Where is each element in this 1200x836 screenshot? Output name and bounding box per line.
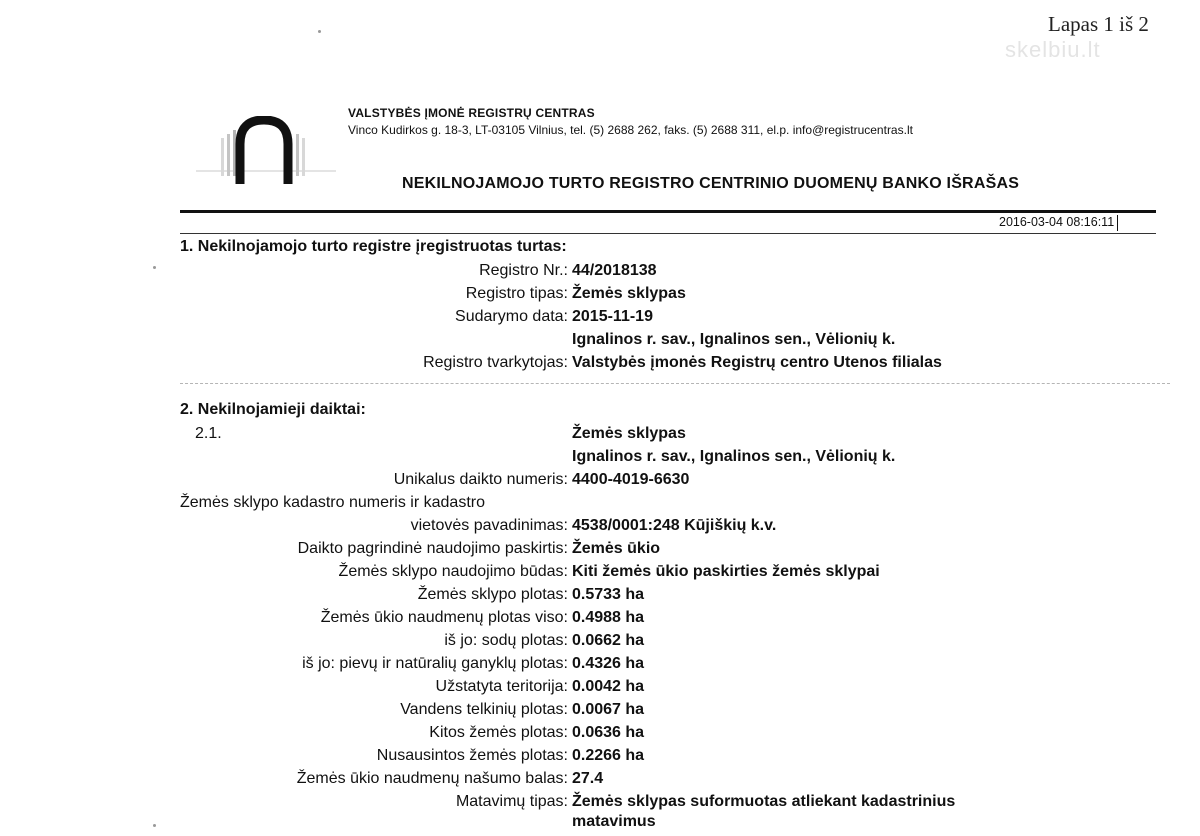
registru-centras-logo — [196, 116, 336, 186]
field-row — [140, 354, 1180, 377]
field-row — [140, 285, 1180, 308]
field-label: Užstatyta teritorija: — [435, 678, 568, 695]
field-value: 0.0636 ha — [572, 724, 645, 741]
field-label: Registro Nr.: — [479, 262, 568, 279]
field-value: 4538/0001:248 Kūjiškių k.v. — [572, 517, 777, 534]
field-label: Registro tvarkytojas: — [423, 354, 568, 371]
section-1-title: 1. Nekilnojamojo turto registre įregistruotas turtas: — [180, 238, 567, 255]
field-label: Žemės ūkio naudmenų plotas viso: — [320, 609, 568, 626]
field-label: Kitos žemės plotas: — [429, 724, 568, 741]
field-label: iš jo: pievų ir natūralių ganyklų plotas: — [302, 655, 568, 672]
field-value: Žemės ūkio — [572, 540, 661, 557]
item-address: Ignalinos r. sav., Ignalinos sen., Vėlionių k. — [572, 448, 896, 465]
section-divider — [180, 383, 1170, 384]
field-label: Žemės sklypo kadastro numeris ir kadastro — [180, 494, 485, 511]
field-value: 0.4988 ha — [572, 609, 645, 626]
field-value: 0.5733 ha — [572, 586, 645, 603]
field-label: iš jo: sodų plotas: — [444, 632, 568, 649]
field-value-continued: matavimus — [572, 813, 656, 830]
field-label: Žemės ūkio naudmenų našumo balas: — [296, 770, 568, 787]
item-number: 2.1. — [195, 425, 222, 442]
field-value: Žemės sklypas — [572, 285, 686, 302]
field-row — [140, 747, 1180, 770]
field-label: Žemės sklypo plotas: — [417, 586, 568, 603]
field-row — [140, 331, 1180, 354]
field-row — [140, 813, 1180, 836]
field-row — [140, 308, 1180, 331]
watermark: skelbiu.lt — [1005, 37, 1101, 62]
field-value: Valstybės įmonės Registrų centro Utenos filialas — [572, 354, 942, 371]
document-title: NEKILNOJAMOJO TURTO REGISTRO CENTRINIO DUOMENŲ BANKO IŠRAŠAS — [402, 175, 1020, 192]
field-row — [140, 678, 1180, 701]
field-value: 0.0067 ha — [572, 701, 645, 718]
field-label: Matavimų tipas: — [455, 793, 568, 810]
field-row — [140, 540, 1180, 563]
field-label: Daikto pagrindinė naudojimo paskirtis: — [297, 540, 568, 557]
timestamp: 2016-03-04 08:16:11 — [999, 215, 1118, 231]
field-row — [140, 701, 1180, 724]
page-number: Lapas 1 iš 2 — [1048, 12, 1149, 36]
field-label: Registro tipas: — [465, 285, 568, 302]
field-row — [140, 632, 1180, 655]
org-name: VALSTYBĖS ĮMONĖ REGISTRŲ CENTRAS — [348, 106, 595, 120]
field-value: 4400-4019-6630 — [572, 471, 690, 488]
header-divider — [180, 210, 1156, 213]
item-row — [140, 425, 1180, 448]
field-row — [140, 563, 1180, 586]
timestamp-divider — [180, 233, 1156, 234]
field-value: Ignalinos r. sav., Ignalinos sen., Vėlionių k. — [572, 331, 896, 348]
field-row — [140, 655, 1180, 678]
field-label: Žemės sklypo naudojimo būdas: — [338, 563, 568, 580]
field-row — [140, 609, 1180, 632]
field-row — [140, 770, 1180, 793]
field-label: Sudarymo data: — [455, 308, 568, 325]
item-row — [140, 448, 1180, 471]
scan-speck — [318, 30, 321, 33]
field-value: 0.2266 ha — [572, 747, 645, 764]
section-2-title: 2. Nekilnojamieji daiktai: — [180, 401, 366, 418]
field-value: 0.4326 ha — [572, 655, 645, 672]
field-row — [140, 724, 1180, 747]
field-label: Unikalus daikto numeris: — [393, 471, 568, 488]
item-type: Žemės sklypas — [572, 425, 686, 442]
field-row — [140, 517, 1180, 540]
field-value: Kiti žemės ūkio paskirties žemės sklypai — [572, 563, 880, 580]
field-value: 44/2018138 — [572, 262, 657, 279]
field-label: Vandens telkinių plotas: — [400, 701, 568, 718]
field-row — [140, 471, 1180, 494]
field-row — [140, 262, 1180, 285]
field-value: 27.4 — [572, 770, 604, 787]
field-label: vietovės pavadinimas: — [410, 517, 568, 534]
field-value: 0.0662 ha — [572, 632, 645, 649]
field-value: 0.0042 ha — [572, 678, 645, 695]
org-address: Vinco Kudirkos g. 18-3, LT-03105 Vilnius, tel. (5) 2688 262, faks. (5) 2688 311, el.p. info@registrucentras.lt — [348, 123, 913, 137]
field-label: Nusausintos žemės plotas: — [376, 747, 568, 764]
field-value: 2015-11-19 — [572, 308, 653, 325]
field-value: Žemės sklypas suformuotas atliekant kadastrinius — [572, 793, 956, 810]
field-row — [140, 494, 1180, 517]
field-row — [140, 586, 1180, 609]
